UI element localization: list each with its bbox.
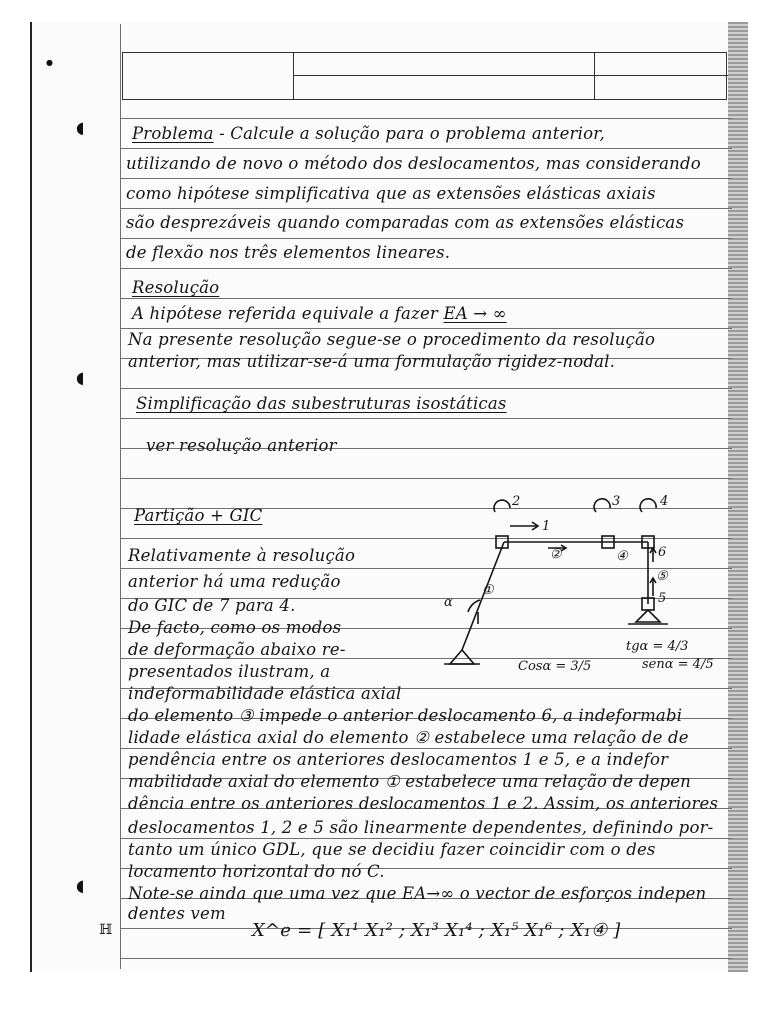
ruled-line (120, 418, 732, 419)
problem-line-4: são desprezáveis quando comparadas com as extensões elásticas (126, 213, 685, 232)
ruled-line (120, 388, 732, 389)
dof-label-1: 1 (542, 519, 551, 534)
ruled-line (120, 958, 732, 959)
body-line: do elemento ③ impede o anterior deslocamento 6, a indeformabi (128, 706, 683, 725)
support-left (450, 650, 474, 664)
partition-title: Partição + GIC (134, 506, 263, 525)
dot-icon: ● (46, 58, 53, 67)
binder-hole-icon: ◖ (76, 368, 85, 387)
frame-diagram (420, 492, 730, 692)
dof-label-5: 5 (658, 591, 667, 606)
dof-label-3: 3 (612, 494, 621, 509)
body-line: tanto um único GDL, que se decidiu fazer coincidir com o des (128, 840, 656, 859)
body-line: deslocamentos 1, 2 e 5 são linearmente dependentes, definindo por- (128, 818, 714, 837)
partition-line: indeformabilidade elástica axial (128, 684, 402, 703)
ruled-line (120, 748, 732, 749)
body-line: dência entre os anteriores deslocamentos 1 e 2. Assim, os anteriores (128, 794, 719, 813)
ruled-line (120, 178, 732, 179)
ruled-line (120, 298, 732, 299)
problem-line-5: de flexão nos três elementos lineares. (126, 243, 451, 262)
ruled-line (120, 238, 732, 239)
element-label-5: ⑤ (656, 569, 668, 584)
problem-line-1 (132, 124, 605, 143)
resolution-line-1 (132, 304, 507, 323)
problem-title: Problema (132, 124, 214, 143)
cos-alpha: Cosα = 3/5 (518, 659, 592, 674)
paper-logo-icon: ℍ (99, 922, 113, 938)
partition-line: presentados ilustram, a (128, 662, 331, 681)
sen-alpha: senα = 4/5 (642, 657, 714, 672)
ruled-line (120, 328, 732, 329)
header-box (122, 52, 727, 100)
partition-line: anterior há uma redução (128, 572, 341, 591)
body-line: mabilidade axial do elemento ① estabelece uma relação de depen (128, 772, 692, 791)
element-label-1: ① (482, 583, 494, 598)
equation: X^e = [ X₁¹ X₁² ; X₁³ X₁⁴ ; X₁⁵ X₁⁶ ; X₁④ ] (252, 920, 621, 941)
problem-line-3: como hipótese simplificativa que as extensões elásticas axiais (126, 184, 656, 203)
dof-label-2: 2 (512, 494, 521, 509)
ruled-line (120, 268, 732, 269)
partition-line: Relativamente à resolução (128, 546, 356, 565)
simplification-title: Simplificação das subestruturas isostáticas (136, 394, 507, 413)
body-line: locamento horizontal do nó C. (128, 862, 385, 881)
resolution-title: Resolução (132, 278, 220, 297)
alpha-label: α (444, 595, 453, 610)
resolution-line-3: anterior, mas utilizar-se-á uma formulação rigidez-nodal. (128, 352, 616, 371)
body-line: lidade elástica axial do elemento ② estabelece uma relação de de (128, 728, 689, 747)
ea-infinity: EA → ∞ (443, 304, 507, 323)
partition-line: do GIC de 7 para 4. (128, 596, 296, 615)
dof-label-4: 4 (660, 494, 669, 509)
element-label-4: ④ (616, 549, 628, 564)
body-line: Note-se ainda que uma vez que EA→∞ o vector de esforços indepen (128, 884, 707, 903)
ruled-line (120, 208, 732, 209)
dof-label-6: 6 (658, 545, 667, 560)
body-line: pendência entre os anteriores deslocamentos 1 e 5, e a indefor (128, 750, 669, 769)
margin-line (120, 24, 121, 969)
element-label-2: ② (550, 547, 562, 562)
binder-hole-icon: ◖ (76, 876, 85, 895)
body-line: dentes vem (128, 904, 226, 923)
simplification-text: ver resolução anterior (146, 436, 337, 455)
problem-line-2: utilizando de novo o método dos deslocamentos, mas considerando (126, 154, 701, 173)
binder-hole-icon: ◖ (76, 118, 85, 137)
tg-alpha: tgα = 4/3 (626, 639, 689, 654)
resolution-line-2: Na presente resolução segue-se o procedimento da resolução (128, 330, 656, 349)
support-right (636, 610, 660, 622)
page-edge-shadow (728, 22, 748, 972)
ruled-line (120, 118, 732, 119)
resolution-text: A hipótese referida equivale a fazer (132, 304, 444, 323)
partition-line: De facto, como os modos (128, 618, 342, 637)
ruled-line (120, 838, 732, 839)
ruled-line (120, 148, 732, 149)
problem-text: - Calcule a solução para o problema anterior, (213, 124, 605, 143)
ruled-line (120, 478, 732, 479)
partition-line: de deformação abaixo re- (128, 640, 346, 659)
